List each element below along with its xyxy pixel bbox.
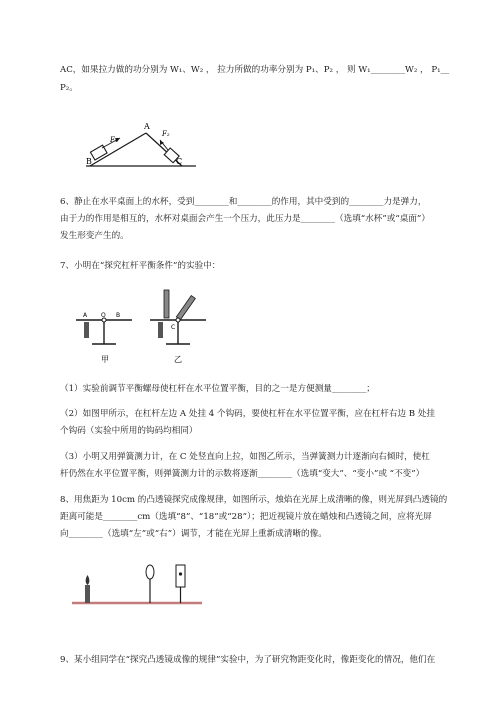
problem5-line2: P₂。	[60, 83, 78, 93]
label-b-jia: B	[116, 312, 121, 319]
problem7-q3-line1: （3）小明又用弹簧测力计，在 C 处竖直向上拉，如图乙所示，当弹簧测力计逐渐向右倾时，使杠	[60, 452, 430, 462]
problem6-line2: 由于力的作用是相互的，水杯对桌面会产生一个压力，此压力是________（选填“水杯”或“桌面”）	[60, 214, 430, 224]
problem7-q3-line2: 杆仍然在水平位置平衡，则弹簧测力计的示数将逐渐________（选填“变大”、“变小”或 “不变”）	[60, 469, 425, 479]
label-o-jia: O	[101, 312, 106, 319]
label-f1: F₁	[110, 136, 118, 144]
label-yi: 乙	[174, 355, 182, 364]
problem6-line1: 6、静止在水平桌面上的水杯，受到________和________的作用，其中受到的________力是弹力，	[60, 197, 427, 207]
incline-figure	[86, 118, 196, 174]
optical-bench-figure	[72, 563, 202, 609]
problem8-line2: 距离可能是________cm（选填“8”、“18”或“28”）；把近视镜片放在蜡烛和凸透镜之间，应将光屏	[60, 512, 432, 522]
problem9-line1: 9、某小组同学在“探究凸透镜成像的规律”实验中，为了研究物距变化时，像距变化的情况，他们在	[60, 655, 436, 665]
label-c-yi: C	[171, 324, 176, 331]
problem5-line1: AC，如果拉力做的功分别为 W₁、W₂ ， 拉力所做的功率分别为 P₁、P₂ ， 则 W₁________W₂ ， P₁__	[60, 65, 450, 75]
label-jia: 甲	[101, 355, 109, 364]
problem6-line3: 发生形变产生的。	[60, 231, 129, 241]
problem8-line1: 8、用焦距为 10cm 的凸透镜探究成像规律，如图所示，烛焰在光屏上成清晰的像，则光屏到凸透镜的	[60, 495, 448, 505]
problem7-q2-line2: 个钩码（实验中所用的钩码均相同）	[60, 426, 198, 436]
label-f2: F₂	[162, 130, 170, 138]
problem7-intro: 7、小明在“探究杠杆平衡条件”的实验中：	[60, 261, 221, 271]
label-a: A	[144, 122, 150, 131]
label-a-jia: A	[83, 312, 88, 319]
problem7-q2-line1: （2）如图甲所示，在杠杆左边 A 处挂 4 个钩码，要使杠杆在水平位置平衡，应在杠杆右边 B 处挂	[60, 409, 436, 419]
label-b: B	[86, 157, 92, 166]
problem7-q1: （1）实验前调节平衡螺母使杠杆在水平位置平衡，目的之一是方便测量________；	[60, 384, 375, 394]
problem8-line3: 向________（选填“左”或“右”）调节，才能在光屏上重新成清晰的像。	[60, 529, 327, 539]
lever-figure	[70, 284, 210, 370]
label-c: C	[176, 157, 183, 166]
